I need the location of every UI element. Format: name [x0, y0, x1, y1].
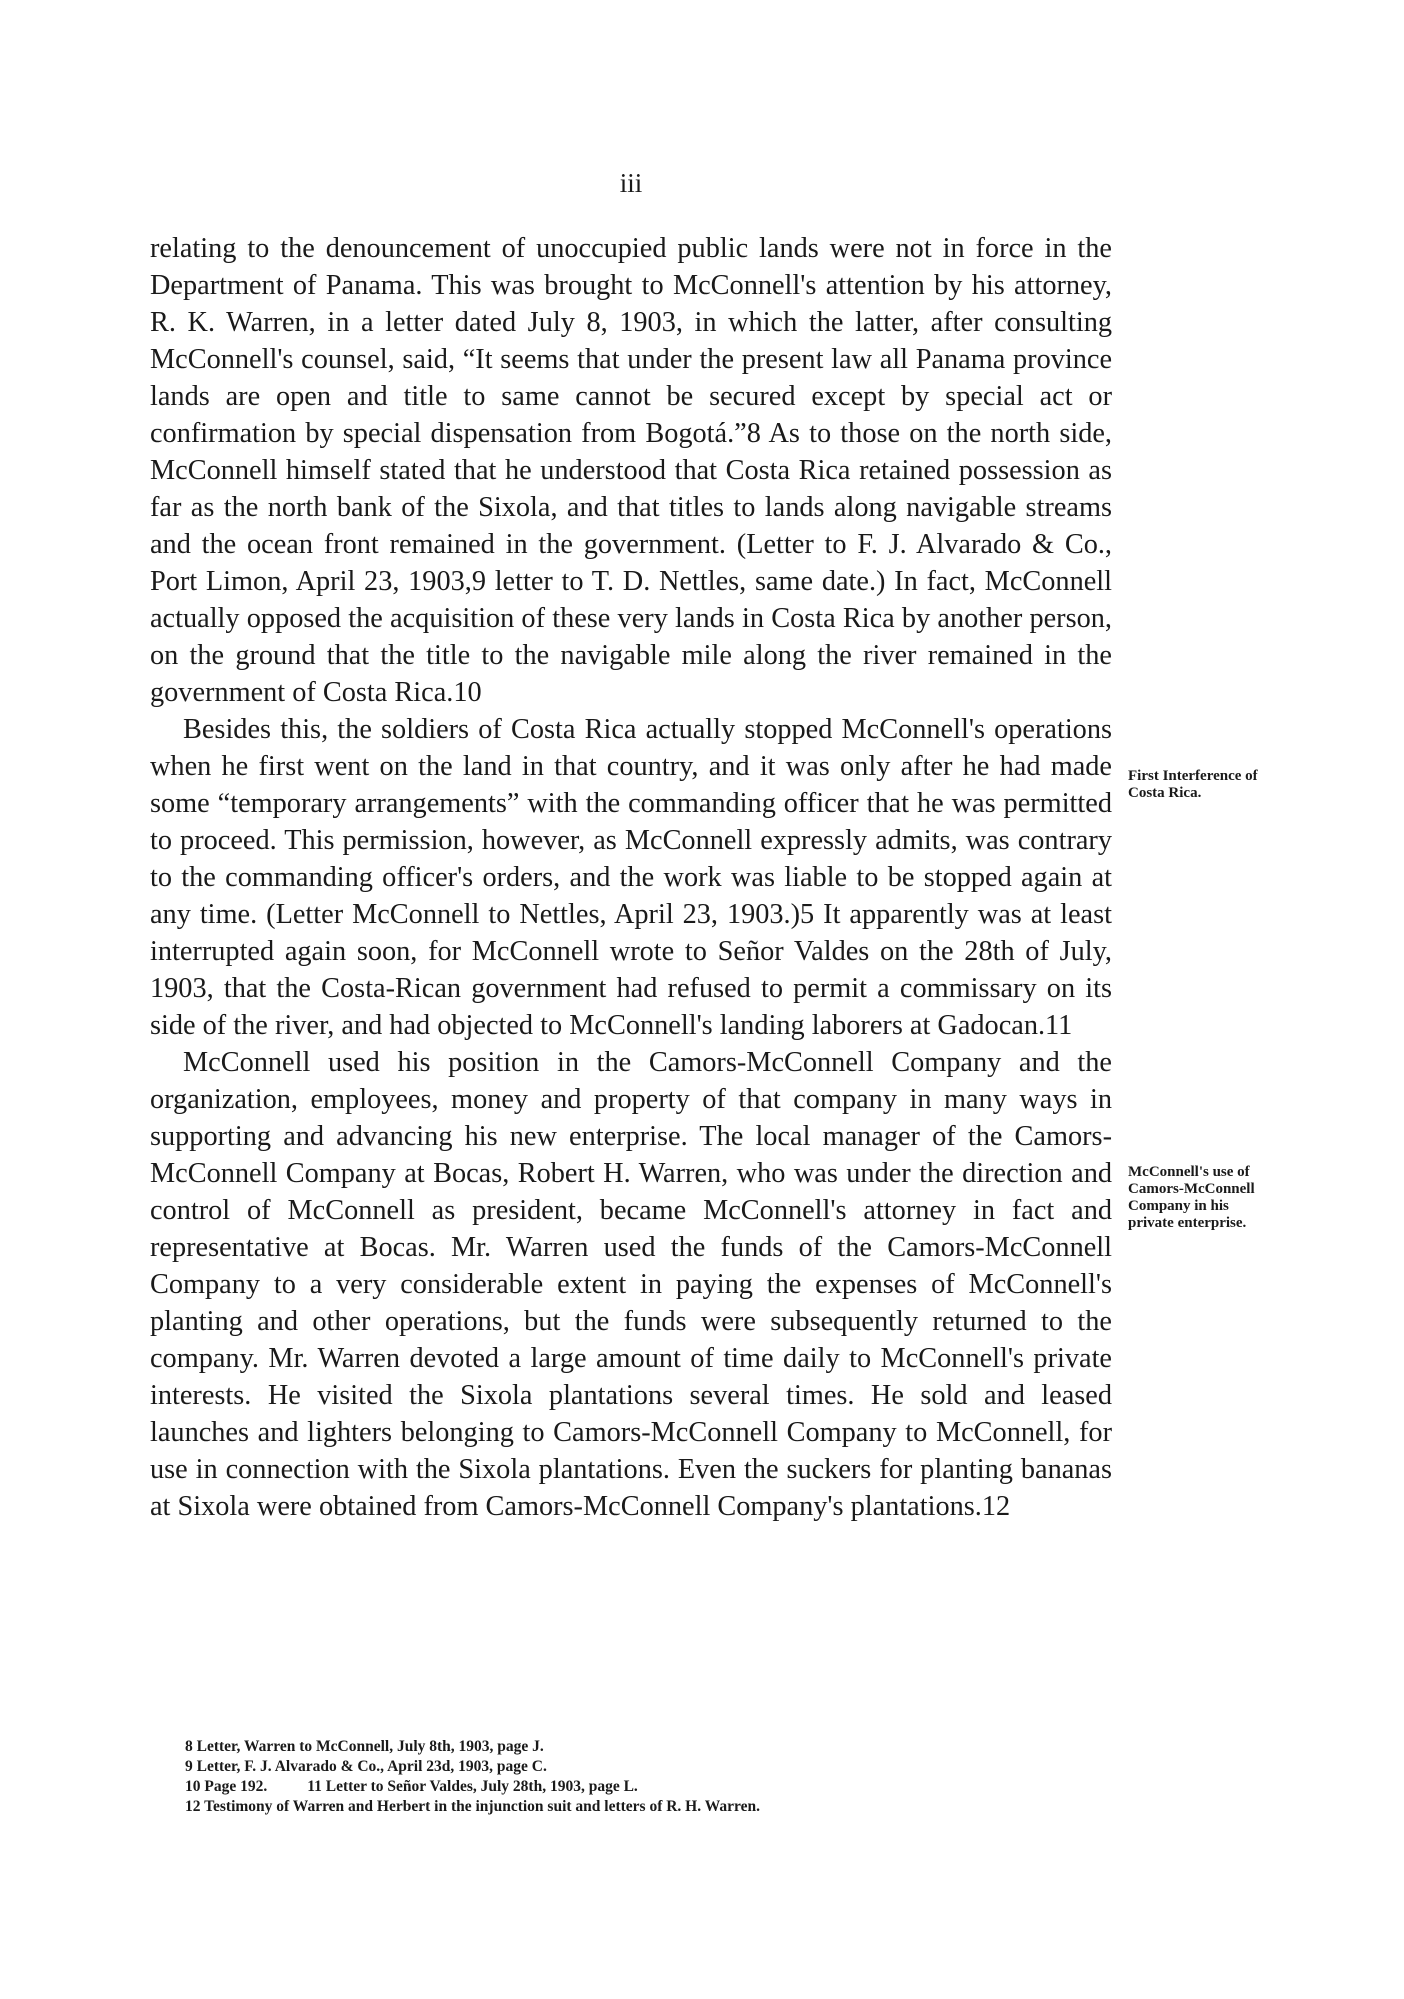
margin-note-costa-rica: First Interference of Costa Rica. [1128, 768, 1258, 801]
footnote: 10 Page 192. [185, 1778, 268, 1795]
paragraph: Besides this, the soldiers of Costa Rica actually stopped McConnell's operations when he first went on the land in that country, and it was only after he had made some “temporary arrangements” with the commanding officer that he was permitted to proceed. This permission, however, as McConnell expressly admits, was contrary to the commanding officer's orders, and the work was liable to be stopped again at any time. (Letter McConnell to Nettles, April 23, 1903.)5 It apparently was at least interrupted again soon, for McConnell wrote to Señor Valdes on the 28th of July, 1903, that the Costa-Rican government had refused to permit a commissary on its side of the river, and had objected to McConnell's landing laborers at Gadocan.11 [150, 714, 1112, 1041]
page-number: iii [619, 168, 643, 198]
paragraph: relating to the denouncement of unoccupied public lands were not in force in the Department of Panama. This was brought to McConnell's attention by his attorney, R. K. Warren, in a letter dated July 8, 1903, in which the latter, after consulting McConnell's counsel, said, “It seems that under the present law all Panama province lands are open and title to same cannot be secured except by special act or confirmation by special dispensation from Bogotá.”8 As to those on the north side, McConnell himself stated that he understood that Costa Rica retained possession as far as the north bank of the Sixola, and that titles to lands along navigable streams and the ocean front remained in the government. (Letter to F. J. Alvarado & Co., Port Limon, April 23, 1903,9 letter to T. D. Nettles, same date.) In fact, McConnell actually opposed the acquisition of these very lands in Costa Rica by another person, on the ground that the title to the navigable mile along the river remained in the government of Costa Rica.10 [150, 233, 1112, 708]
body-text [150, 230, 1112, 1525]
footnote: 8 Letter, Warren to McConnell, July 8th, 1903, page J. [185, 1738, 544, 1755]
footnote: 9 Letter, F. J. Alvarado & Co., April 23d, 1903, page C. [185, 1758, 547, 1775]
footnotes [185, 1737, 1085, 1817]
margin-note-camors-mcconnell: McConnell's use of Camors-McConnell Company in his private enterprise. [1128, 1164, 1255, 1231]
paragraph: McConnell used his position in the Camors-McConnell Company and the organization, employees, money and property of that company in many ways in supporting and advancing his new enterprise. The local manager of the Camors-McConnell Company at Bocas, Robert H. Warren, who was under the direction and control of McConnell as president, became McConnell's attorney in fact and representative at Bocas. Mr. Warren used the funds of the Camors-McConnell Company to a very considerable extent in paying the expenses of McConnell's planting and other operations, but the funds were subsequently returned to the company. Mr. Warren devoted a large amount of time daily to McConnell's private interests. He visited the Sixola plantations several times. He sold and leased launches and lighters belonging to Camors-McConnell Company to McConnell, for use in connection with the Sixola plantations. Even the suckers for planting bananas at Sixola were obtained from Camors-McConnell Company's plantations.12 [150, 1047, 1112, 1522]
footnote: 11 Letter to Señor Valdes, July 28th, 1903, page L. [307, 1778, 638, 1795]
footnote-line [185, 1777, 1085, 1797]
footnote: 12 Testimony of Warren and Herbert in the injunction suit and letters of R. H. Warren. [185, 1798, 760, 1815]
